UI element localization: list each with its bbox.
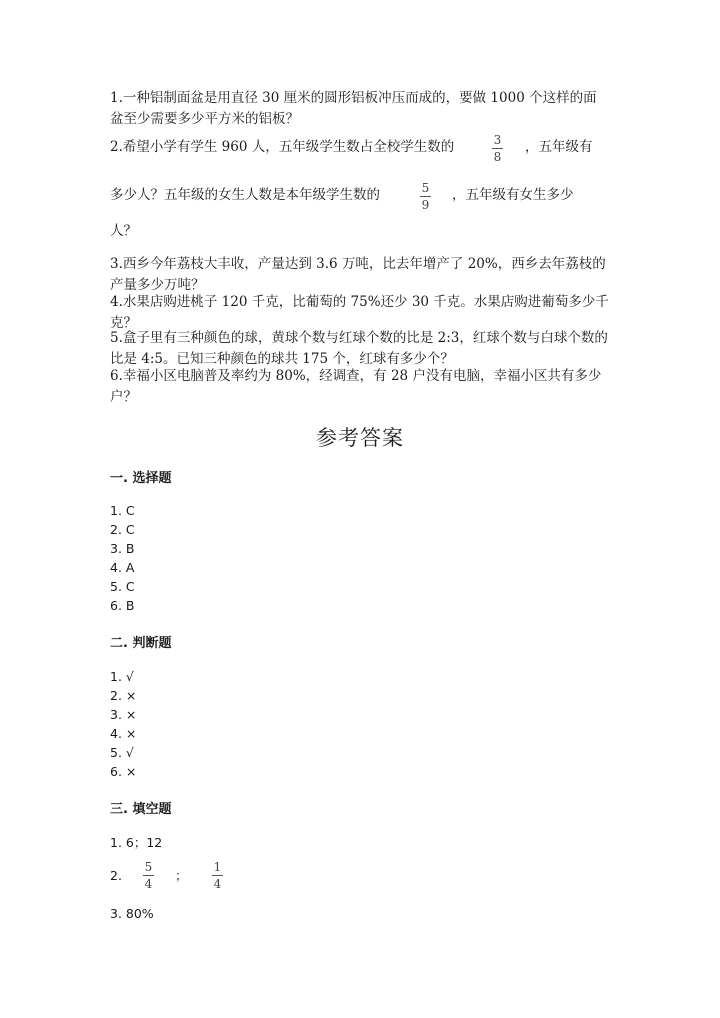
question-6: 6.幸福小区电脑普及率约为 80%，经调查，有 28 户没有电脑，幸福小区共有多少户？ — [110, 368, 602, 405]
fraction-five-ninths — [420, 181, 431, 212]
fraction-denominator: 8 — [493, 150, 502, 164]
judge-answer-6: 6. × — [110, 764, 137, 779]
choice-answer-6: 6. B — [110, 598, 135, 613]
question-2-line-1: 2.希望小学有学生 960 人，五年级学生数占全校学生数的 — [110, 139, 455, 155]
choice-answer-3: 3. B — [110, 541, 135, 556]
fraction-numerator: 5 — [421, 181, 430, 195]
question-5: 5.盒子里有三种颜色的球，黄球个数与红球个数的比是 2:3，红球个数与白球个数的比是 4:5。已知三种颜色的球共 175 个，红球有多少个？ — [110, 330, 608, 367]
fraction-one-fourth — [212, 860, 223, 891]
fraction-numerator: 1 — [213, 860, 222, 874]
judge-answer-3: 3. × — [110, 707, 137, 722]
fraction-denominator: 9 — [421, 198, 430, 212]
question-1: 1.一种铝制面盆是用直径 30 厘米的圆形铝板冲压而成的，要做 1000 个这样的面盆至少需要多少平方米的铝板？ — [110, 90, 597, 127]
fraction-bar — [420, 196, 431, 197]
judge-answer-4: 4. × — [110, 726, 137, 741]
question-2-line-2-end: ，五年级有女生多少 — [452, 187, 574, 203]
question-2-line-3: 人？ — [110, 223, 137, 239]
fraction-numerator: 3 — [493, 133, 502, 147]
fraction-bar — [492, 148, 503, 149]
fraction-three-eighths — [492, 133, 503, 164]
question-2-line-2: 多少人？五年级的女生人数是本年级学生数的 — [110, 187, 380, 203]
fill-answer-3: 3. 80% — [110, 906, 154, 921]
question-3: 3.西乡今年荔枝大丰收，产量达到 3.6 万吨，比去年增产了 20%，西乡去年荔枝的产量多少万吨？ — [110, 256, 606, 293]
section-fill-heading: 三. 填空题 — [110, 802, 172, 817]
choice-answer-4: 4. A — [110, 560, 135, 575]
judge-answer-2: 2. × — [110, 688, 137, 703]
fraction-denominator: 4 — [213, 877, 222, 891]
answer-key-title: 参考答案 — [316, 426, 404, 450]
question-4: 4.水果店购进桃子 120 千克，比葡萄的 75%还少 30 千克。水果店购进葡萄多少千克？ — [110, 294, 609, 331]
judge-answer-1: 1. √ — [110, 669, 134, 684]
choice-answer-5: 5. C — [110, 579, 135, 594]
fraction-five-fourths — [143, 860, 154, 891]
fill-answer-1: 1. 6；12 — [110, 835, 163, 850]
judge-answer-5: 5. √ — [110, 745, 134, 760]
fill-answer-2-label: 2. — [110, 868, 122, 883]
fraction-numerator: 5 — [144, 860, 153, 874]
choice-answer-2: 2. C — [110, 522, 135, 537]
section-judge-heading: 二. 判断题 — [110, 636, 172, 651]
choice-answer-1: 1. C — [110, 503, 135, 518]
fill-answer-2-separator: ； — [175, 868, 188, 883]
fraction-denominator: 4 — [144, 877, 153, 891]
section-choice-heading: 一. 选择题 — [110, 471, 172, 486]
fraction-bar — [212, 875, 223, 876]
fraction-bar — [143, 875, 154, 876]
question-2-line-1-end: ，五年级有 — [525, 139, 593, 155]
